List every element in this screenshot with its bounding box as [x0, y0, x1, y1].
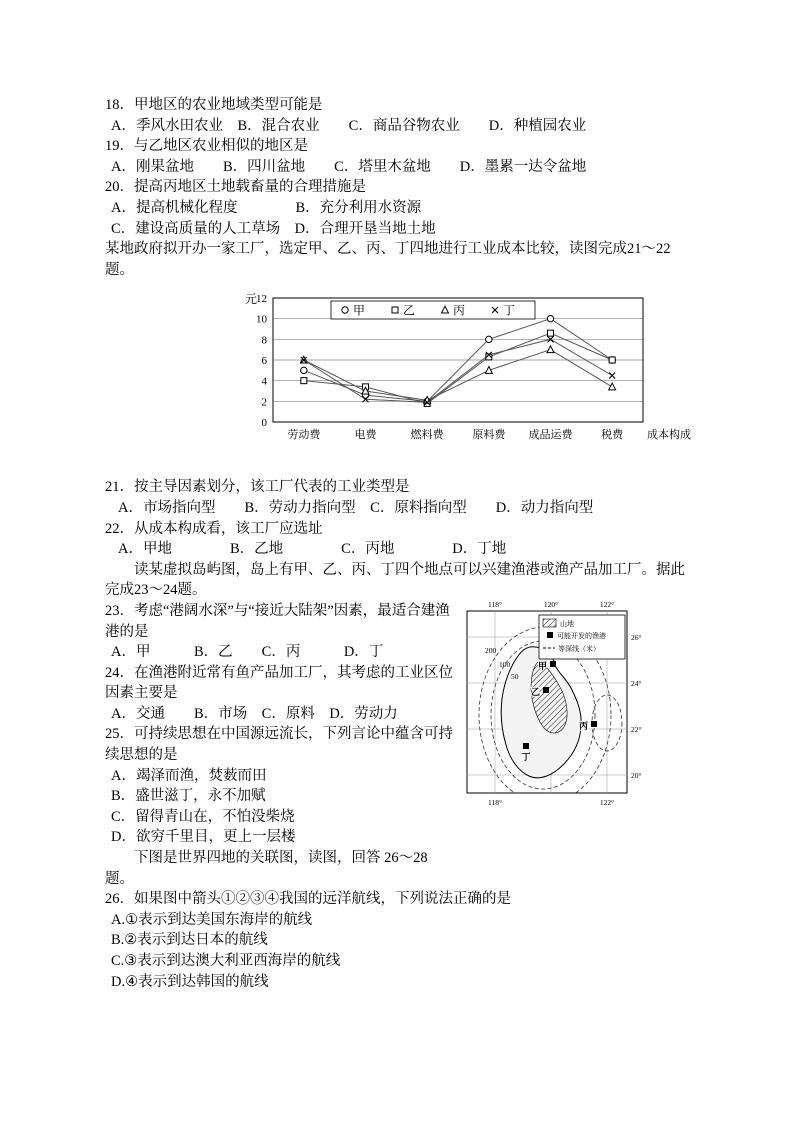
- legend-mountain-label: 山地: [560, 619, 574, 628]
- q24-options: A．交通 B．市场 C．原料 D．劳动力: [111, 705, 398, 722]
- q21-stem: 21．按主导因素划分，该工厂代表的工业类型是: [105, 479, 410, 496]
- lat-label-20: 20°: [631, 770, 642, 780]
- industrial-cost-chart: [227, 288, 697, 460]
- legend-port-swatch: [547, 632, 553, 638]
- legend-label-丙: 丙: [453, 303, 466, 318]
- lon-label-top-118: 118°: [488, 599, 502, 609]
- lon-label-top-120: 120°: [543, 599, 559, 609]
- q24-stem: 24．在渔港附近常有鱼产品加工厂，其考虑的工业区位因素主要是: [105, 664, 453, 702]
- marker-circle: [547, 316, 553, 322]
- q25-stem: 25．可持续思想在中国源远流长，下列言论中蕴含可持续思想的是: [105, 726, 453, 764]
- port-label-bing: 丙: [578, 720, 588, 731]
- marker-square: [301, 378, 307, 384]
- legend-mountain-swatch: [543, 619, 556, 627]
- lon-label-bottom-118: 118°: [488, 797, 502, 807]
- legend-label-丁: 丁: [503, 303, 516, 318]
- q26-option-c: C.③表示到达澳大利亚西海岸的航线: [111, 953, 341, 969]
- q21-options: A．市场指向型 B．劳动力指向型 C．原料指向型 D．动力指向型: [118, 499, 594, 516]
- legend-isobath-label: 等深线（米）: [558, 644, 600, 653]
- x-tick-label: 电费: [354, 429, 377, 442]
- q18-options: A．季风水田农业 B．混合农业 C．商品谷物农业 D．种植园农业: [111, 117, 587, 134]
- island-map-figure: [455, 595, 667, 815]
- port-label-yi: 乙: [530, 686, 540, 697]
- q20-options-cd: C．建设高质量的人工草场 D．合理开垦当地土地: [111, 220, 436, 237]
- y-tick-label: 2: [261, 396, 267, 409]
- port-marker-ding: [523, 743, 529, 749]
- lon-label-top-122: 122°: [599, 599, 615, 609]
- q25-option-b: B．盛世滋丁，永不加赋: [111, 788, 266, 805]
- port-label-jia: 甲: [537, 660, 547, 671]
- contour-label-100: 100: [499, 659, 511, 669]
- lat-label-22: 22°: [631, 724, 642, 734]
- legend-label-乙: 乙: [403, 303, 416, 318]
- contour-label-50: 50: [511, 671, 519, 681]
- q23-options: A．甲 B．乙 C．丙 D．丁: [111, 644, 384, 661]
- lat-label-24: 24°: [631, 678, 642, 688]
- passage-21-22: 某地政府拟开办一家工厂，选定甲、乙、丙、丁四地进行工业成本比较，读图完成21～22题。: [105, 241, 671, 278]
- x-tick-label: 燃料费: [410, 429, 444, 442]
- port-marker-bing: [591, 721, 597, 727]
- q25-option-d: D．欲穷千里目，更上一层楼: [111, 829, 296, 846]
- contour-label-200: 200: [485, 645, 497, 655]
- q23-stem: 23．考虑“港阔水深”与“接近大陆架”因素，最适合建渔港的是: [105, 602, 450, 640]
- port-marker-yi: [543, 687, 549, 693]
- y-tick-label: 4: [261, 376, 267, 389]
- q25-option-a: A．竭泽而渔，焚薮而田: [111, 767, 267, 784]
- q20-stem: 20．提高丙地区土地载畜量的合理措施是: [105, 179, 366, 196]
- x-tick-label: 原料费: [472, 429, 506, 442]
- island-map: [455, 595, 660, 810]
- marker-triangle: [547, 346, 554, 353]
- marker-square: [609, 357, 615, 363]
- marker-circle: [486, 336, 492, 342]
- industrial-cost-chart-figure: [227, 288, 696, 465]
- y-tick-label: 8: [261, 334, 267, 347]
- y-tick-label: 12: [256, 293, 267, 306]
- q26-option-b: B.②表示到达日本的航线: [111, 932, 268, 949]
- q26-stem: 26．如果图中箭头①②③④我国的远洋航线，下列说法正确的是: [105, 891, 511, 908]
- x-tick-label: 成品运费: [528, 429, 573, 442]
- legend-label-甲: 甲: [353, 303, 366, 318]
- q20-options-ab: A．提高机械化程度 B．充分利用水资源: [111, 199, 422, 216]
- q22-options: A．甲地 B．乙地 C．丙地 D．丁地: [118, 541, 507, 558]
- marker-square: [548, 330, 554, 336]
- y-tick-label: 6: [261, 355, 267, 368]
- lat-label-26: 26°: [631, 632, 642, 642]
- x-tick-label: 劳动费: [287, 429, 321, 442]
- marker-circle: [301, 367, 307, 373]
- series-line-丙: [304, 350, 612, 401]
- lon-label-bottom-122: 122°: [599, 797, 615, 807]
- port-marker-jia: [550, 661, 556, 667]
- x-axis-label: 成本构成: [647, 429, 691, 442]
- passage-26-28: 下图是世界四地的关联图，读图，回答 26～28题。: [105, 850, 428, 887]
- q25-option-c: C．留得青山在，不怕没柴烧: [111, 808, 295, 825]
- marker-square: [392, 307, 398, 313]
- q26-option-a: A.①表示到达美国东海岸的航线: [111, 911, 313, 928]
- x-tick-label: 税费: [601, 429, 624, 442]
- marker-circle: [342, 307, 348, 313]
- legend-port-label: 可能开发的渔港: [557, 631, 606, 640]
- q22-stem: 22．从成本构成看，该工厂应选址: [105, 520, 323, 537]
- passage-23-24: 读某虚拟岛屿图，岛上有甲、乙、丙、丁四个地点可以兴建渔港或渔产品加工厂。据此完成23～24题。: [105, 561, 685, 599]
- y-tick-label: 10: [256, 314, 267, 327]
- q19-stem: 19．与乙地区农业相似的地区是: [105, 138, 308, 155]
- q18-stem: 18．甲地区的农业地域类型可能是: [105, 97, 323, 113]
- marker-triangle: [609, 383, 616, 390]
- q26-option-d: D.④表示到达韩国的航线: [111, 973, 269, 990]
- series-line-乙: [304, 333, 612, 403]
- questions-column: [105, 601, 455, 889]
- questions-and-map-section: [105, 601, 696, 889]
- y-axis-label: 元: [245, 292, 258, 307]
- map-legend: [539, 615, 625, 659]
- port-label-ding: 丁: [521, 751, 531, 762]
- y-tick-label: 0: [261, 417, 267, 430]
- q19-options: A．刚果盆地 B．四川盆地 C．塔里木盆地 D．墨累一达令盆地: [111, 158, 587, 175]
